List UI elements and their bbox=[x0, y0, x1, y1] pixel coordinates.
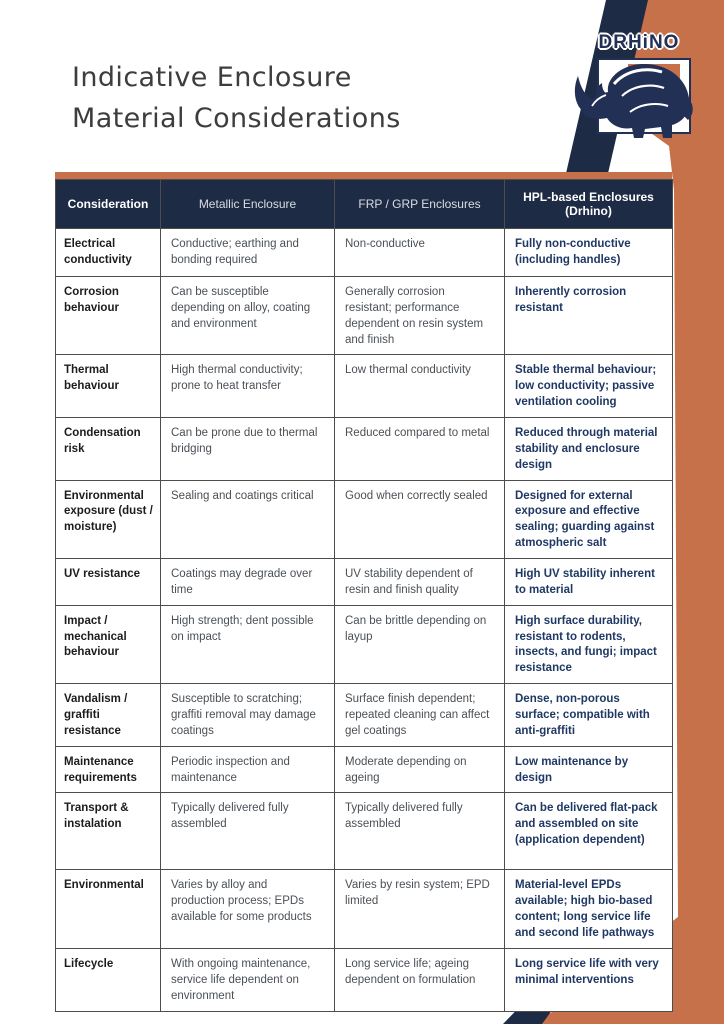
cell-consideration: Environmental exposure (dust / moisture) bbox=[56, 480, 161, 558]
cell-frp: Can be brittle depending on layup bbox=[335, 605, 505, 683]
cell-hpl: Low maintenance by design bbox=[505, 746, 673, 793]
cell-metallic: Can be susceptible depending on alloy, coating and environment bbox=[161, 277, 335, 355]
cell-hpl: Long service life with very minimal interventions bbox=[505, 948, 673, 1011]
cell-hpl: High surface durability, resistant to rodents, insects, and fungi; impact resistance bbox=[505, 605, 673, 683]
cell-metallic: Susceptible to scratching; graffiti removal may damage coatings bbox=[161, 684, 335, 747]
cell-hpl: Material-level EPDs available; high bio-based content; long service life and second life pathways bbox=[505, 870, 673, 948]
table-row bbox=[56, 746, 673, 793]
table-row bbox=[56, 684, 673, 747]
cell-consideration: Thermal behaviour bbox=[56, 355, 161, 418]
cell-metallic: Sealing and coatings critical bbox=[161, 480, 335, 558]
cell-consideration: Condensation risk bbox=[56, 418, 161, 481]
cell-frp: UV stability dependent of resin and finish quality bbox=[335, 559, 505, 606]
page-title-line1: Indicative Enclosure bbox=[72, 62, 352, 93]
cell-frp: Typically delivered fully assembled bbox=[335, 793, 505, 870]
cell-metallic: Can be prone due to thermal bridging bbox=[161, 418, 335, 481]
cell-consideration: Lifecycle bbox=[56, 948, 161, 1011]
table-row bbox=[56, 480, 673, 558]
cell-consideration: Transport & instalation bbox=[56, 793, 161, 870]
cell-metallic: Periodic inspection and maintenance bbox=[161, 746, 335, 793]
table-header-row bbox=[56, 180, 673, 229]
comparison-table-section bbox=[55, 172, 672, 1012]
cell-metallic: High strength; dent possible on impact bbox=[161, 605, 335, 683]
cell-frp: Non-conductive bbox=[335, 229, 505, 277]
cell-metallic: Conductive; earthing and bonding required bbox=[161, 229, 335, 277]
cell-hpl: Fully non-conductive (including handles) bbox=[505, 229, 673, 277]
column-header-hpl: HPL-based Enclosures (Drhino) bbox=[505, 180, 673, 229]
cell-frp: Generally corrosion resistant; performance dependent on resin system and finish bbox=[335, 277, 505, 355]
cell-consideration: UV resistance bbox=[56, 559, 161, 606]
table-row bbox=[56, 355, 673, 418]
cell-metallic: Varies by alloy and production process; EPDs available for some products bbox=[161, 870, 335, 948]
cell-hpl: Stable thermal behaviour; low conductivity; passive ventilation cooling bbox=[505, 355, 673, 418]
table-row bbox=[56, 229, 673, 277]
cell-hpl: Designed for external exposure and effective sealing; guarding against atmospheric salt bbox=[505, 480, 673, 558]
cell-hpl: High UV stability inherent to material bbox=[505, 559, 673, 606]
cell-hpl: Reduced through material stability and enclosure design bbox=[505, 418, 673, 481]
cell-frp: Surface finish dependent; repeated cleaning can affect gel coatings bbox=[335, 684, 505, 747]
table-row bbox=[56, 870, 673, 948]
page-title-line2: Material Considerations bbox=[72, 103, 401, 134]
rhino-icon bbox=[570, 56, 700, 144]
cell-consideration: Impact / mechanical behaviour bbox=[56, 605, 161, 683]
page-title bbox=[72, 57, 401, 139]
cell-consideration: Corrosion behaviour bbox=[56, 277, 161, 355]
cell-frp: Reduced compared to metal bbox=[335, 418, 505, 481]
cell-metallic: High thermal conductivity; prone to heat transfer bbox=[161, 355, 335, 418]
cell-metallic: Coatings may degrade over time bbox=[161, 559, 335, 606]
table-row bbox=[56, 277, 673, 355]
table-row bbox=[56, 793, 673, 870]
cell-metallic: Typically delivered fully assembled bbox=[161, 793, 335, 870]
cell-frp: Moderate depending on ageing bbox=[335, 746, 505, 793]
table-row bbox=[56, 418, 673, 481]
cell-frp: Long service life; ageing dependent on formulation bbox=[335, 948, 505, 1011]
table-row bbox=[56, 605, 673, 683]
column-header-frp-grp: FRP / GRP Enclosures bbox=[335, 180, 505, 229]
cell-frp: Varies by resin system; EPD limited bbox=[335, 870, 505, 948]
table-top-accent-bar bbox=[55, 172, 672, 179]
cell-metallic: With ongoing maintenance, service life dependent on environment bbox=[161, 948, 335, 1011]
cell-hpl: Dense, non-porous surface; compatible with anti-graffiti bbox=[505, 684, 673, 747]
cell-hpl: Can be delivered flat-pack and assembled on site (application dependent) bbox=[505, 793, 673, 870]
cell-frp: Low thermal conductivity bbox=[335, 355, 505, 418]
column-header-metallic: Metallic Enclosure bbox=[161, 180, 335, 229]
table-row bbox=[56, 948, 673, 1011]
brand-wordmark: DRHiNO bbox=[598, 32, 680, 53]
cell-hpl: Inherently corrosion resistant bbox=[505, 277, 673, 355]
comparison-table bbox=[55, 179, 673, 1012]
cell-consideration: Maintenance requirements bbox=[56, 746, 161, 793]
table-row bbox=[56, 559, 673, 606]
cell-frp: Good when correctly sealed bbox=[335, 480, 505, 558]
cell-consideration: Environmental bbox=[56, 870, 161, 948]
cell-consideration: Electrical conductivity bbox=[56, 229, 161, 277]
brand-logo bbox=[570, 30, 704, 148]
column-header-consideration: Consideration bbox=[56, 180, 161, 229]
cell-consideration: Vandalism / graffiti resistance bbox=[56, 684, 161, 747]
